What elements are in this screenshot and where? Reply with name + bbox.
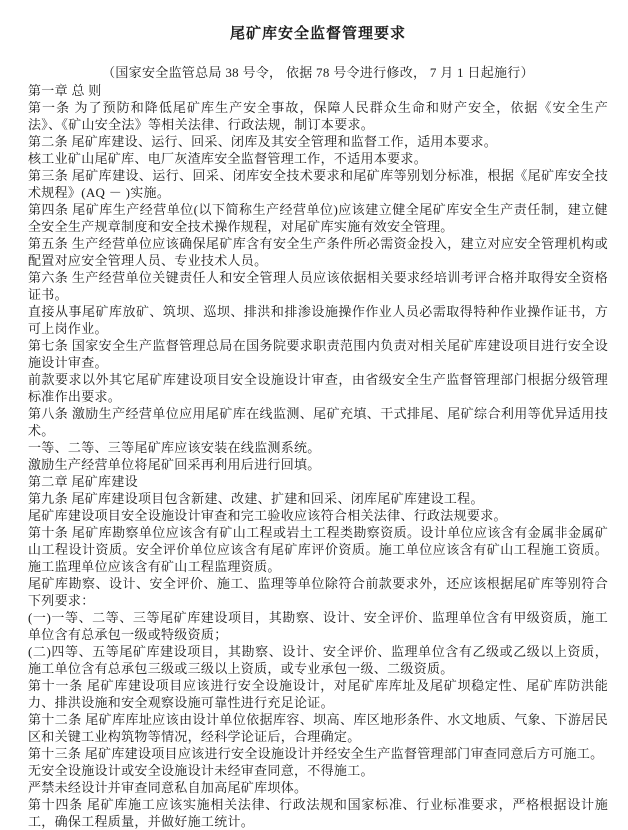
paragraph: 第五条 生产经营单位应该确保尾矿库含有安全生产条件所必需资金投入，建立对应安全管理机构或配置对应安全管理人员、专业技术人员。 — [28, 236, 608, 268]
paragraph: 一等、二等、三等尾矿库应该安装在线监测系统。 — [28, 440, 321, 455]
paragraph: 激励生产经营单位将尾矿回采再利用后进行回填。 — [28, 457, 321, 472]
paragraph: 第二条 尾矿库建设、运行、回采、闭库及其安全管理和监督工作，适用本要求。 — [28, 134, 498, 149]
document-subtitle: （国家安全监管总局 38 号令， 依据 78 号令进行修改， 7 月 1 日起施行） — [102, 65, 534, 80]
paragraph: 尾矿库勘察、设计、安全评价、施工、监理等单位除符合前款要求外，还应该根据尾矿库等别符合下列要求： — [28, 576, 608, 608]
chapter-heading: 第二章 尾矿库建设 — [28, 474, 138, 489]
paragraph: 无安全设施设计或安全设施设计未经审查同意，不得施工。 — [28, 763, 374, 778]
paragraph: 第九条 尾矿库建设项目包含新建、改建、扩建和回采、闭库尾矿库建设工程。 — [28, 491, 484, 506]
document-body — [28, 82, 608, 830]
paragraph: 第十四条 尾矿库施工应该实施相关法律、行政法规和国家标准、行业标准要求，严格根据设计施工，确保工程质量，并做好施工统计。 — [28, 797, 608, 829]
paragraph: 直接从事尾矿库放矿、筑坝、巡坝、排洪和排渗设施操作作业人员必需取得特种作业操作证书，方可上岗作业。 — [28, 304, 608, 336]
paragraph: 第六条 生产经营单位关键责任人和安全管理人员应该依据相关要求经培训考评合格并取得安全资格证书。 — [28, 270, 608, 302]
paragraph: 前款要求以外其它尾矿库建设项目安全设施设计审查，由省级安全生产监督管理部门根据分级管理标准作出要求。 — [28, 372, 608, 404]
paragraph: (一)一等、二等、三等尾矿库建设项目，其勘察、设计、安全评价、监理单位含有甲级资质，施工单位含有总承包一级或特级资质； — [28, 610, 608, 642]
paragraph: 核工业矿山尾矿库、电厂灰渣库安全监督管理工作，不适用本要求。 — [28, 151, 428, 166]
paragraph: 第十一条 尾矿库建设项目应该进行安全设施设计，对尾矿库库址及尾矿坝稳定性、尾矿库防洪能力、排洪设施和安全观察设施可靠性进行充足论证。 — [28, 678, 608, 710]
page-title: 尾矿库安全监督管理要求 — [229, 26, 406, 42]
paragraph: 尾矿库建设项目安全设施设计审查和完工验收应该符合相关法律、行政法规要求。 — [28, 508, 507, 523]
paragraph: 第十二条 尾矿库库址应该由设计单位依据库容、坝高、库区地形条件、水文地质、气象、下游居民区和关键工业构筑物等情况，经科学论证后，合理确定。 — [28, 712, 608, 744]
paragraph: 第七条 国家安全生产监督管理总局在国务院要求职责范围内负责对相关尾矿库建设项目进行安全设施设计审查。 — [28, 338, 608, 370]
paragraph: 严禁未经设计并审查同意私自加高尾矿库坝体。 — [28, 780, 308, 795]
paragraph: 第三条 尾矿库建设、运行、回采、闭库安全技术要求和尾矿库等别划分标准，根据《尾矿库安全技术规程》(AQ － )实施。 — [28, 168, 608, 200]
paragraph: 第十三条 尾矿库建设项目应该进行安全设施设计并经安全生产监督管理部门审查同意后方可施工。 — [28, 746, 604, 761]
paragraph: (二)四等、五等尾矿库建设项目，其勘察、设计、安全评价、监理单位含有乙级或乙级以上资质，施工单位含有总承包三级或三级以上资质，或专业承包一级、二级资质。 — [28, 644, 608, 676]
paragraph: 第一条 为了预防和降低尾矿库生产安全事故，保障人民群众生命和财产安全，依据《安全生产法》、《矿山安全法》等相关法律、行政法规，制订本要求。 — [28, 100, 608, 132]
paragraph: 第八条 激励生产经营单位应用尾矿库在线监测、尾矿充填、干式排尾、尾矿综合利用等优异适用技术。 — [28, 406, 608, 438]
chapter-heading: 第一章 总 则 — [28, 83, 102, 98]
paragraph: 第四条 尾矿库生产经营单位(以下简称生产经营单位)应该建立健全尾矿库安全生产责任制，建立健全安全生产规章制度和安全技术操作规程，对尾矿库实施有效安全管理。 — [28, 202, 608, 234]
paragraph: 第十条 尾矿库勘察单位应该含有矿山工程或岩土工程类勘察资质。设计单位应该含有金属非金属矿山工程设计资质。安全评价单位应该含有尾矿库评价资质。施工单位应该含有矿山工程施工资质。施工监理单位应该含有矿山工程监理资质。 — [28, 525, 608, 574]
